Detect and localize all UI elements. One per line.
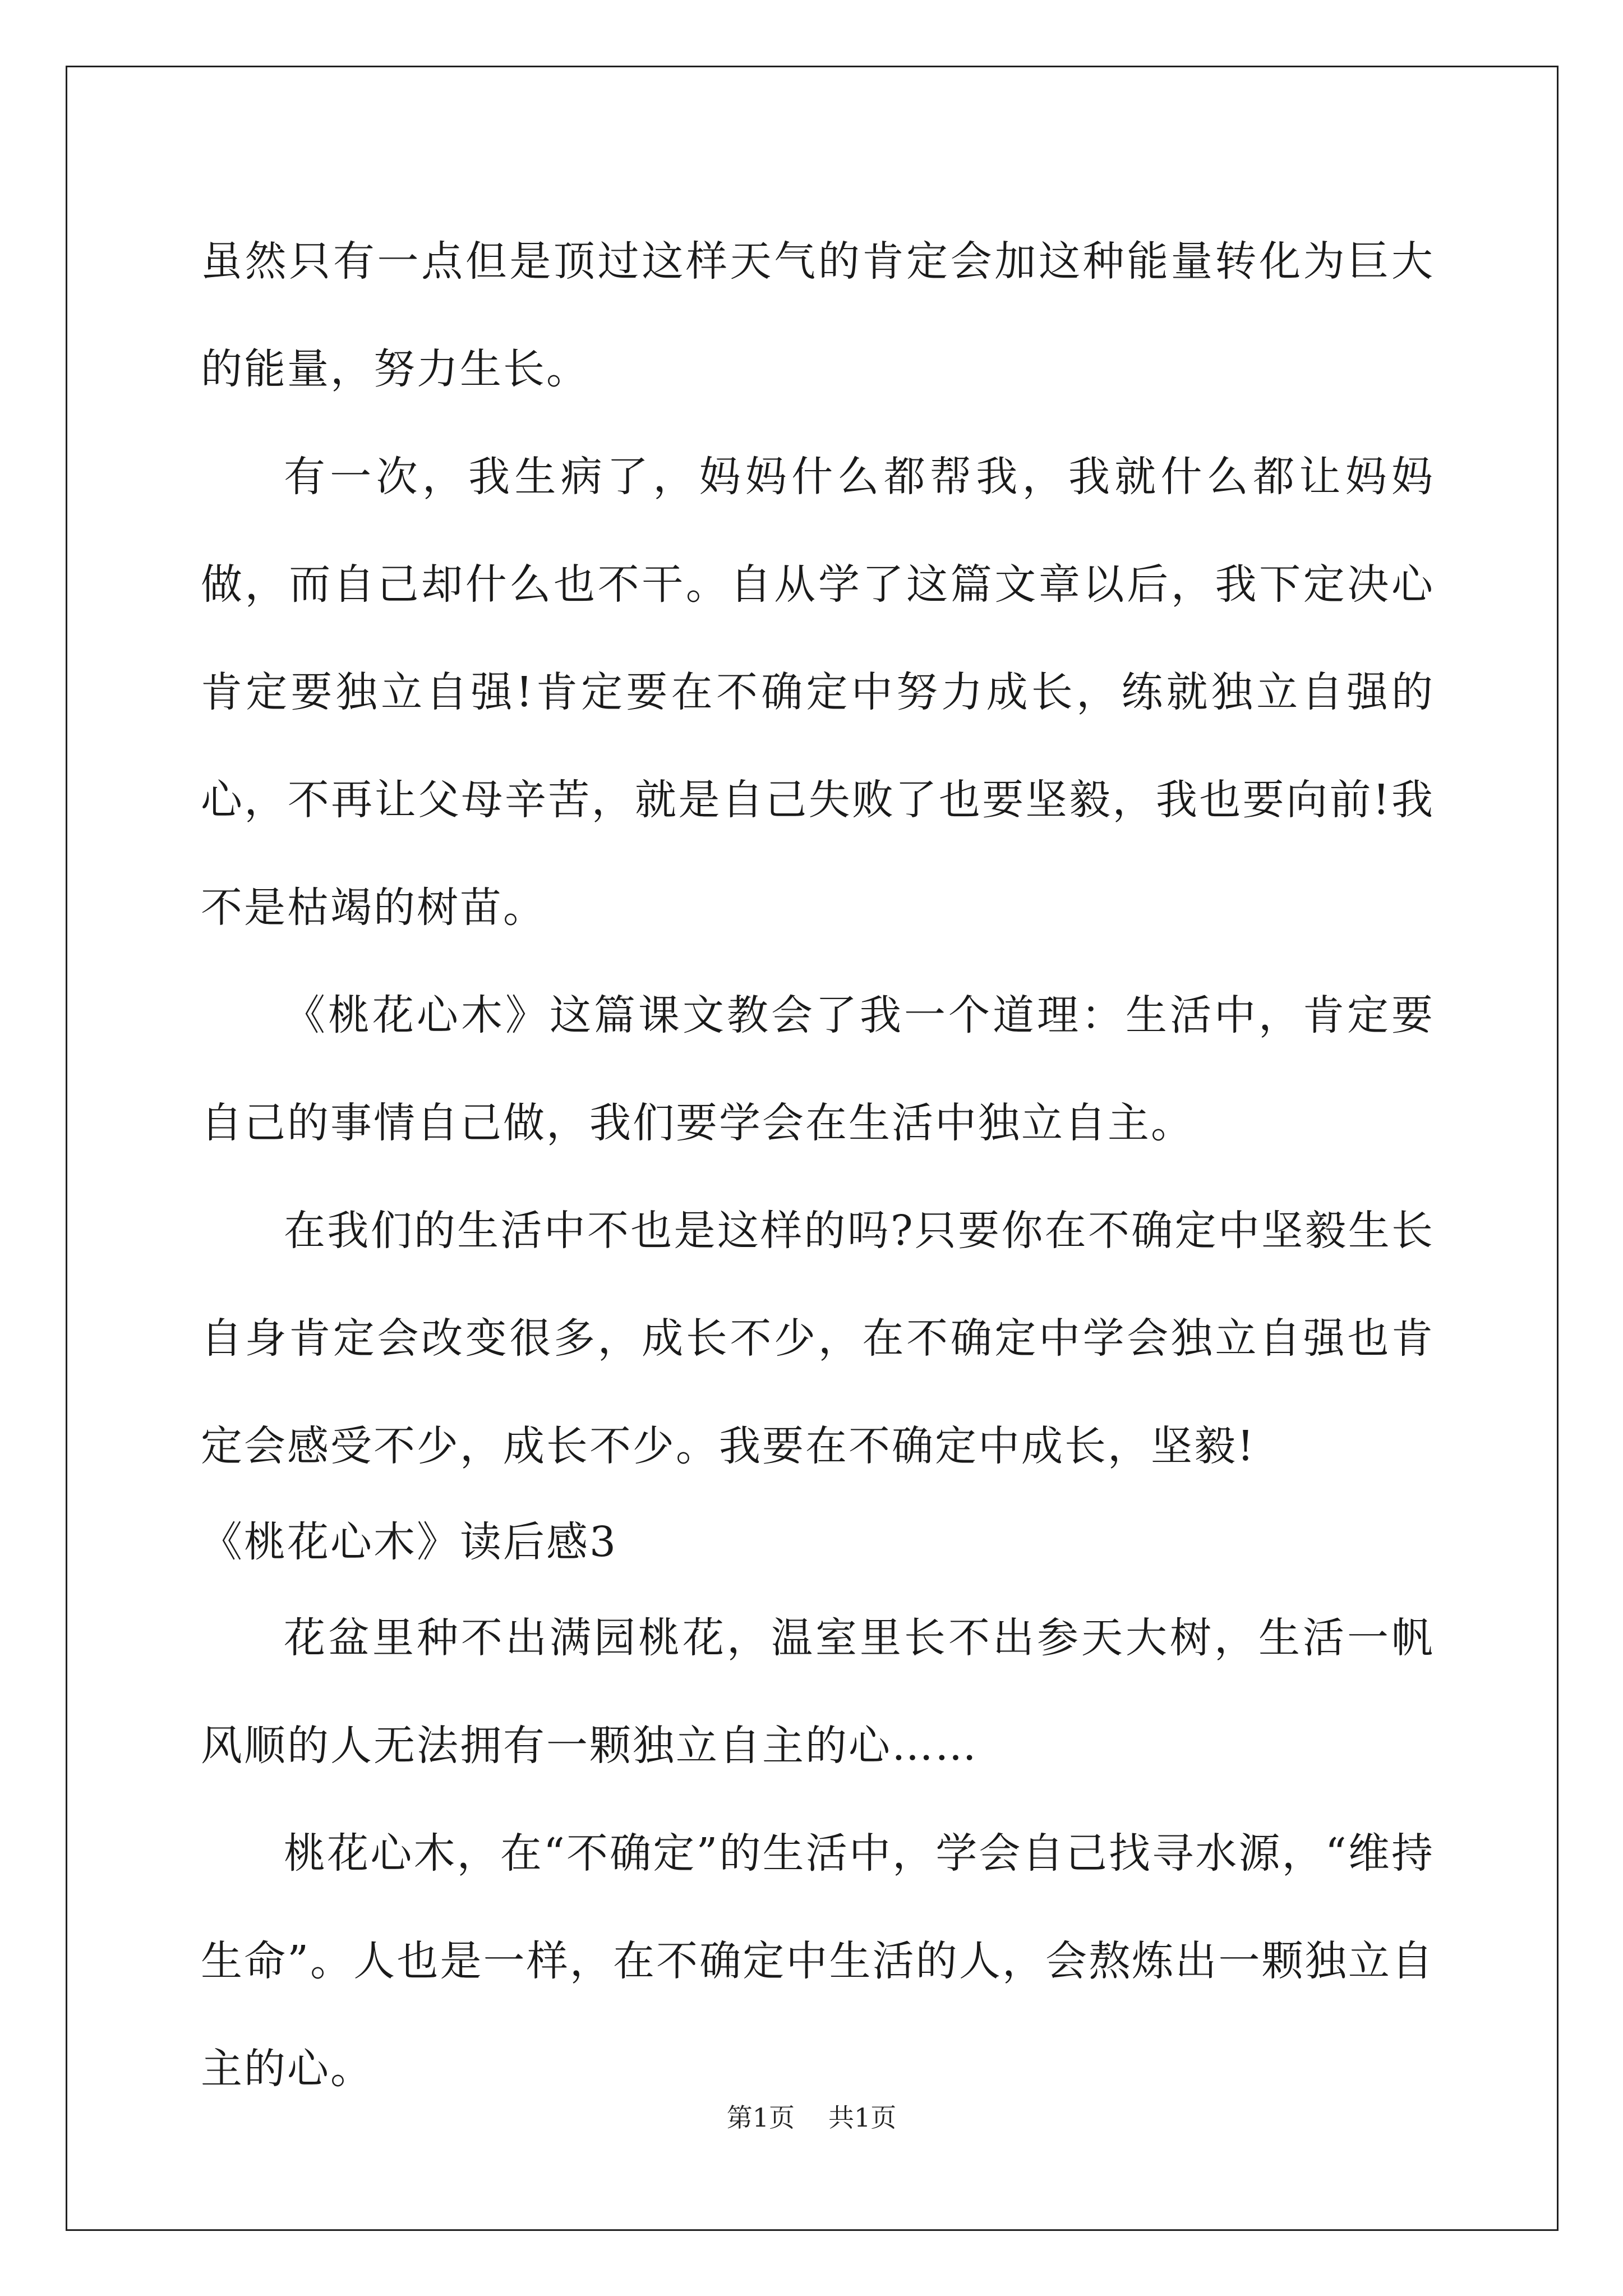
paragraph-5: 花盆里种不出满园桃花，温室里长不出参天大树，生活一帆风顺的人无法拥有一颗独立自主的心……: [201, 1614, 1435, 1770]
page-footer: [0, 2101, 1623, 2134]
document-body: [201, 208, 1435, 2123]
paragraph-6: 桃花心木，在“不确定”的生活中，学会自己找寻水源，“维持生命”。人也是一样，在不确定中生活的人，会熬炼出一颗独立自主的心。: [201, 1829, 1435, 2093]
section-heading: 《桃花心木》读后感3: [201, 1518, 618, 1566]
paragraph-3: 《桃花心木》这篇课文教会了我一个道理：生活中，肯定要自己的事情自己做，我们要学会在生活中独立自主。: [201, 991, 1435, 1147]
page-total: 共1页: [828, 2102, 897, 2133]
page-number: 第1页: [726, 2102, 795, 2133]
paragraph-2: 有一次，我生病了，妈妈什么都帮我，我就什么都让妈妈做，而自己却什么也不干。自从学了这篇文章以后，我下定决心肯定要独立自强!肯定要在不确定中努力成长，练就独立自强的心，不再让父母辛苦，就是自己失败了也要坚毅，我也要向前!我不是枯竭的树苗。: [201, 453, 1435, 932]
paragraph-4: 在我们的生活中不也是这样的吗?只要你在不确定中坚毅生长自身肯定会改变很多，成长不少，在不确定中学会独立自强也肯定会感受不少，成长不少。我要在不确定中成长，坚毅!: [201, 1207, 1435, 1470]
paragraph-1: 虽然只有一点但是顶过这样天气的肯定会加这种能量转化为巨大的能量，努力生长。: [201, 237, 1435, 393]
